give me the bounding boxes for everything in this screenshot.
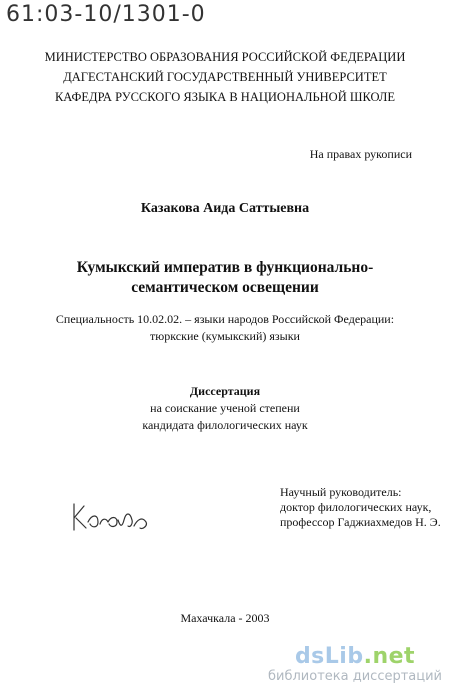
specialty-line-1: Специальность 10.02.02. – языки народов Российской Федерации: — [55, 312, 395, 326]
institution-header — [0, 47, 450, 107]
watermark-logo — [268, 645, 442, 669]
supervisor-label: Научный руководитель: — [280, 485, 402, 499]
handwritten-catalog-code: 61:03-10/1301-0 — [6, 2, 206, 27]
supervisor-degree: доктор филологических наук, — [280, 500, 432, 514]
title-line-2: семантическом освещении — [131, 279, 319, 296]
supervisor-block — [280, 485, 441, 530]
signature-scribble-icon — [68, 496, 158, 536]
degree-line-2: кандидата филологических наук — [142, 418, 308, 432]
supervisor-name: профессор Гаджиахмедов Н. Э. — [280, 515, 441, 529]
dissertation-block — [0, 383, 450, 434]
place-and-year: Махачкала - 2003 — [180, 611, 270, 625]
dissertation-label: Диссертация — [189, 384, 261, 398]
watermark-subtitle: библиотека диссертаций — [268, 669, 442, 684]
specialty-line-2: тюркские (кумыкский) языки — [150, 329, 300, 343]
watermark-logo-tld: .net — [363, 644, 416, 669]
dissertation-title — [0, 258, 450, 298]
ministry-line: МИНИСТЕРСТВО ОБРАЗОВАНИЯ РОССИЙСКОЙ ФЕДЕРАЦИИ — [44, 50, 406, 64]
degree-line-1: на соискание ученой степени — [150, 401, 300, 415]
author-signature — [68, 496, 158, 541]
department-line: КАФЕДРА РУССКОГО ЯЗЫКА В НАЦИОНАЛЬНОЙ ШКОЛЕ — [54, 90, 396, 104]
university-line: ДАГЕСТАНСКИЙ ГОСУДАРСТВЕННЫЙ УНИВЕРСИТЕТ — [63, 70, 387, 84]
manuscript-rights-note: На правах рукописи — [309, 147, 412, 161]
library-watermark — [268, 645, 442, 684]
author-name: Казакова Аида Саттыевна — [140, 201, 310, 216]
specialty-block — [0, 311, 450, 345]
watermark-logo-main: dsLib — [294, 644, 364, 669]
title-line-1: Кумыкский императив в функционально- — [76, 259, 374, 276]
